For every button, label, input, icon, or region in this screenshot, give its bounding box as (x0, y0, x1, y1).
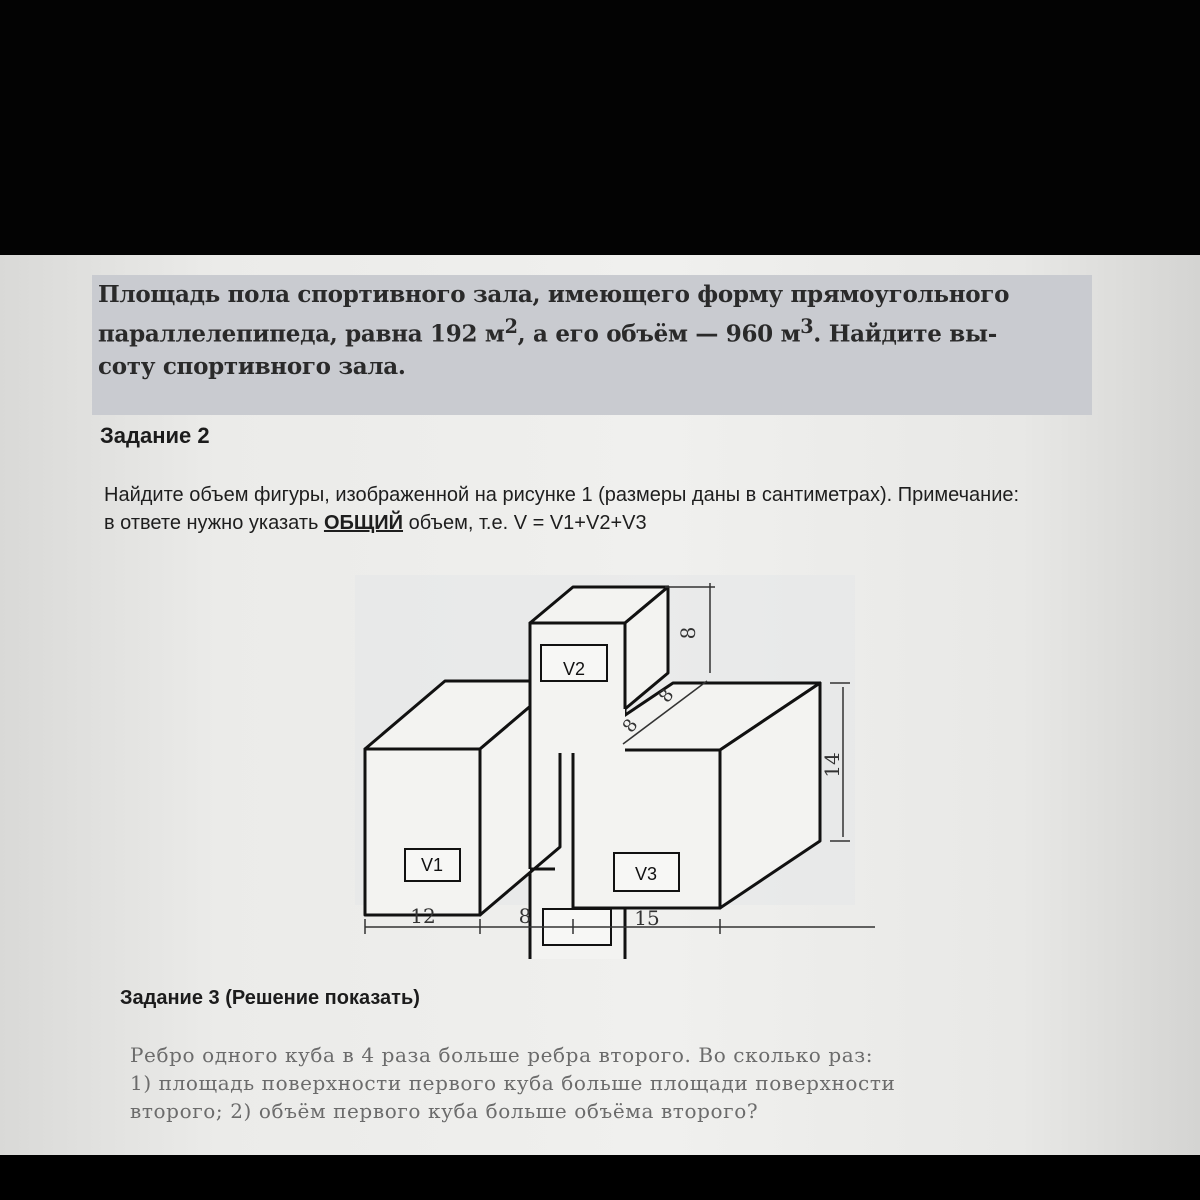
screen-background (0, 0, 1200, 255)
task1-line1: Площадь пола спортивного зала, имеющего форму прямоугольного (98, 281, 1010, 308)
task3-line3: второго; 2) объём первого куба больше объёма второго? (130, 1099, 759, 1123)
v2-label: V2 (562, 659, 586, 679)
task2-line1: Найдите объем фигуры, изображенной на рисунке 1 (размеры даны в сантиметрах). Примечание: (104, 484, 1020, 506)
task3-line1: Ребро одного куба в 4 раза больше ребра второго. Во сколько раз: (130, 1043, 874, 1067)
task3-text (130, 1041, 1090, 1125)
dim-depth-a: 8 (618, 715, 643, 737)
task2-line2: в ответе нужно указать ОБЩИЙ объем, т.е. V = V1+V2+V3 (104, 512, 647, 534)
dim-width-v3: 15 (634, 906, 660, 930)
task2-text (104, 481, 1144, 537)
v1-front-face (365, 749, 480, 915)
task3-line2: 1) площадь поверхности первого куба больше площади поверхности (130, 1071, 896, 1095)
task1-line3: соту спортивного зала. (98, 352, 406, 380)
dim-width-v2: 8 (518, 904, 532, 928)
dim-depth-b: 8 (654, 685, 679, 707)
emphasis-total: ОБЩИЙ (323, 512, 404, 534)
dim-width-v1: 12 (410, 904, 436, 928)
dim-height-v3: 14 (820, 752, 844, 778)
task1-highlighted-block (92, 275, 1092, 415)
dim-height-v2-top: 8 (676, 626, 700, 640)
v3-label: V3 (634, 864, 658, 884)
task2-heading: Задание 2 (100, 423, 210, 448)
task3-heading: Задание 3 (Решение показать) (120, 987, 420, 1009)
v1-label: V1 (420, 855, 444, 875)
task1-line2: параллелепипеда, равна 192 $м^2$, а его объём — 960 $м^3$. Найдите вы- (98, 315, 997, 348)
bottom-dark-edge (0, 1155, 1200, 1200)
figure-1-boxes (345, 569, 875, 959)
worksheet-page (0, 255, 1200, 1155)
